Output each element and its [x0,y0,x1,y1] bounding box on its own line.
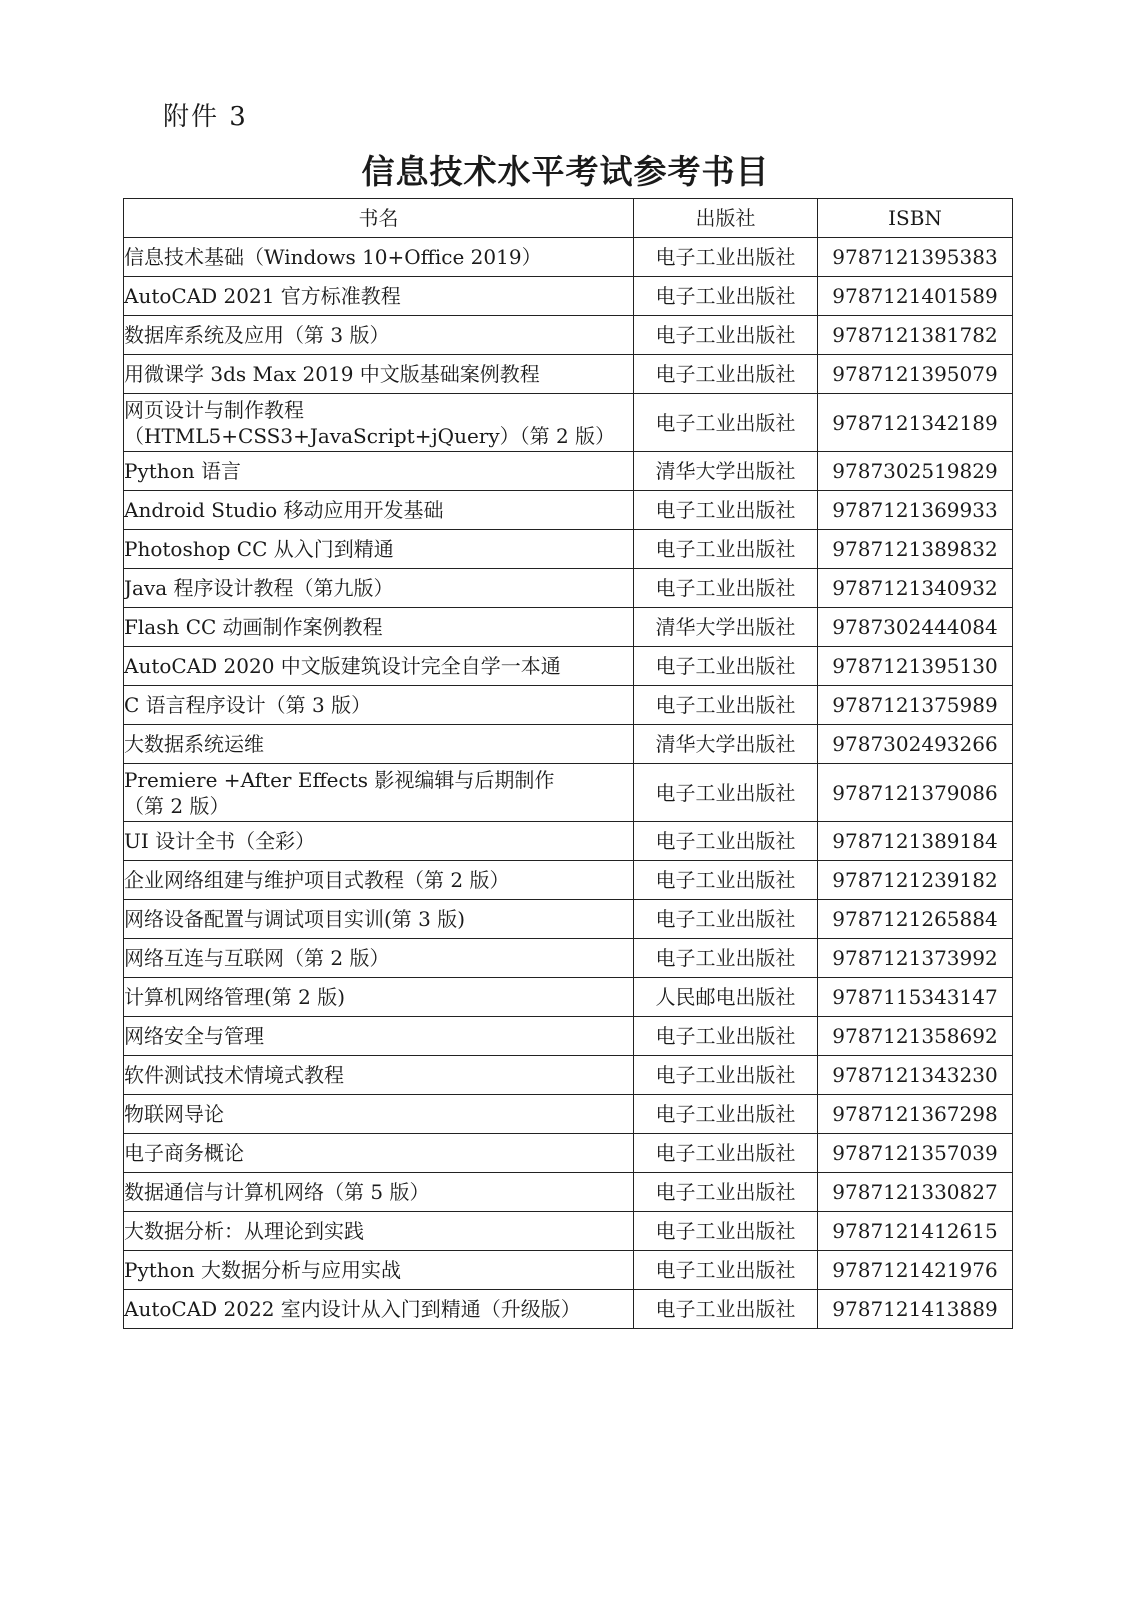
publisher-cell: 电子工业出版社 [634,1017,818,1056]
isbn-cell: 9787121330827 [818,1173,1013,1212]
book-title: 软件测试技术情境式教程 [124,1063,344,1087]
book-title: Premiere +After Effects 影视编辑与后期制作 （第 2 版） [124,767,555,818]
isbn-cell: 9787302444084 [818,608,1013,647]
table-row [124,1056,1013,1095]
table-row [124,764,1013,822]
isbn-cell: 9787121342189 [818,394,1013,452]
isbn-cell: 9787121340932 [818,569,1013,608]
book-title: 网页设计与制作教程 （HTML5+CSS3+JavaScript+jQuery）（第 2 版） [124,397,616,448]
publisher-cell: 电子工业出版社 [634,277,818,316]
book-title-cell [124,647,634,686]
isbn-cell: 9787121367298 [818,1095,1013,1134]
book-title-cell [124,569,634,608]
header-isbn: ISBN [818,199,1013,238]
publisher-cell: 电子工业出版社 [634,569,818,608]
book-title-cell [124,861,634,900]
table-row [124,1290,1013,1329]
table-row [124,452,1013,491]
book-title: 数据通信与计算机网络（第 5 版） [124,1180,430,1204]
table-row [124,394,1013,452]
book-title: Python 大数据分析与应用实战 [124,1258,401,1282]
book-title-cell [124,764,634,822]
publisher-cell: 电子工业出版社 [634,900,818,939]
isbn-cell: 9787302519829 [818,452,1013,491]
book-title: AutoCAD 2020 中文版建筑设计完全自学一本通 [124,654,561,678]
book-title-cell [124,1134,634,1173]
book-title-cell [124,452,634,491]
book-title: 数据库系统及应用（第 3 版） [124,323,390,347]
publisher-cell: 电子工业出版社 [634,647,818,686]
book-title-cell [124,939,634,978]
publisher-cell: 清华大学出版社 [634,608,818,647]
table-row [124,647,1013,686]
book-title: C 语言程序设计（第 3 版） [124,693,372,717]
book-title-cell [124,491,634,530]
book-title-cell [124,608,634,647]
isbn-cell: 9787121381782 [818,316,1013,355]
isbn-cell: 9787121413889 [818,1290,1013,1329]
book-title: 物联网导论 [124,1102,224,1126]
publisher-cell: 电子工业出版社 [634,530,818,569]
table-row [124,530,1013,569]
book-title-cell [124,316,634,355]
book-title: 电子商务概论 [124,1141,244,1165]
header-book-title: 书名 [124,199,634,238]
book-title: 网络安全与管理 [124,1024,264,1048]
isbn-cell: 9787121379086 [818,764,1013,822]
isbn-cell: 9787121375989 [818,686,1013,725]
publisher-cell: 电子工业出版社 [634,822,818,861]
book-title: 信息技术基础（Windows 10+Office 2019） [124,245,542,269]
book-title: Python 语言 [124,459,241,483]
book-title-cell [124,530,634,569]
publisher-cell: 电子工业出版社 [634,686,818,725]
publisher-cell: 电子工业出版社 [634,764,818,822]
book-title: Photoshop CC 从入门到精通 [124,537,394,561]
table-row [124,978,1013,1017]
book-title-cell [124,1212,634,1251]
book-title: UI 设计全书（全彩） [124,829,316,853]
publisher-cell: 电子工业出版社 [634,1251,818,1290]
book-title: AutoCAD 2021 官方标准教程 [124,284,401,308]
book-title-cell [124,1095,634,1134]
publisher-cell: 电子工业出版社 [634,1134,818,1173]
isbn-cell: 9787121395130 [818,647,1013,686]
table-row [124,725,1013,764]
table-row [124,1251,1013,1290]
isbn-cell: 9787121395383 [818,238,1013,277]
book-title-cell [124,1290,634,1329]
table-row [124,1017,1013,1056]
table-row [124,1134,1013,1173]
isbn-cell: 9787121421976 [818,1251,1013,1290]
header-publisher: 出版社 [634,199,818,238]
table-body [124,238,1013,1329]
publisher-cell: 电子工业出版社 [634,1212,818,1251]
table-row [124,355,1013,394]
isbn-cell: 9787121412615 [818,1212,1013,1251]
table-row [124,822,1013,861]
book-title-cell [124,355,634,394]
table-row [124,1212,1013,1251]
isbn-cell: 9787121357039 [818,1134,1013,1173]
publisher-cell: 清华大学出版社 [634,452,818,491]
book-title-cell [124,725,634,764]
isbn-cell: 9787121395079 [818,355,1013,394]
publisher-cell: 电子工业出版社 [634,491,818,530]
publisher-cell: 电子工业出版社 [634,238,818,277]
book-title: 大数据分析：从理论到实践 [124,1219,364,1243]
publisher-cell: 清华大学出版社 [634,725,818,764]
book-title: Flash CC 动画制作案例教程 [124,615,383,639]
book-title: 网络设备配置与调试项目实训(第 3 版) [124,907,466,931]
publisher-cell: 电子工业出版社 [634,316,818,355]
book-title-cell [124,822,634,861]
book-title: 用微课学 3ds Max 2019 中文版基础案例教程 [124,362,540,386]
publisher-cell: 电子工业出版社 [634,1290,818,1329]
table-row [124,939,1013,978]
table-row [124,277,1013,316]
attachment-label: 附件 3 [163,102,248,132]
publisher-cell: 电子工业出版社 [634,394,818,452]
isbn-cell: 9787121369933 [818,491,1013,530]
isbn-cell: 9787302493266 [818,725,1013,764]
table-row [124,608,1013,647]
book-title-cell [124,277,634,316]
book-title-cell [124,1017,634,1056]
table-row [124,569,1013,608]
book-title-cell [124,1056,634,1095]
book-title: 企业网络组建与维护项目式教程（第 2 版） [124,868,510,892]
publisher-cell: 人民邮电出版社 [634,978,818,1017]
isbn-cell: 9787121343230 [818,1056,1013,1095]
isbn-cell: 9787121358692 [818,1017,1013,1056]
book-title-cell [124,900,634,939]
isbn-cell: 9787121239182 [818,861,1013,900]
book-title: 网络互连与互联网（第 2 版） [124,946,390,970]
book-title-cell [124,1173,634,1212]
publisher-cell: 电子工业出版社 [634,1095,818,1134]
book-title: Java 程序设计教程（第九版） [124,576,394,600]
table-row [124,1173,1013,1212]
book-title: Android Studio 移动应用开发基础 [124,498,444,522]
publisher-cell: 电子工业出版社 [634,861,818,900]
isbn-cell: 9787121389184 [818,822,1013,861]
publisher-cell: 电子工业出版社 [634,939,818,978]
publisher-cell: 电子工业出版社 [634,1056,818,1095]
table-header [124,199,1013,238]
book-title: 计算机网络管理(第 2 版) [124,985,346,1009]
book-title: AutoCAD 2022 室内设计从入门到精通（升级版） [124,1297,581,1321]
isbn-cell: 9787115343147 [818,978,1013,1017]
isbn-cell: 9787121265884 [818,900,1013,939]
book-list-table [123,198,1013,1329]
header-row [124,199,1013,238]
table-row [124,316,1013,355]
isbn-cell: 9787121389832 [818,530,1013,569]
document-title: 信息技术水平考试参考书目 [361,152,770,191]
table-row [124,491,1013,530]
isbn-cell: 9787121373992 [818,939,1013,978]
table-row [124,1095,1013,1134]
book-title-cell [124,686,634,725]
book-title-cell [124,394,634,452]
table-row [124,861,1013,900]
book-title-cell [124,1251,634,1290]
table-row [124,238,1013,277]
publisher-cell: 电子工业出版社 [634,355,818,394]
table-row [124,686,1013,725]
publisher-cell: 电子工业出版社 [634,1173,818,1212]
book-title-cell [124,978,634,1017]
table-row [124,900,1013,939]
book-title-cell [124,238,634,277]
book-title: 大数据系统运维 [124,732,264,756]
isbn-cell: 9787121401589 [818,277,1013,316]
